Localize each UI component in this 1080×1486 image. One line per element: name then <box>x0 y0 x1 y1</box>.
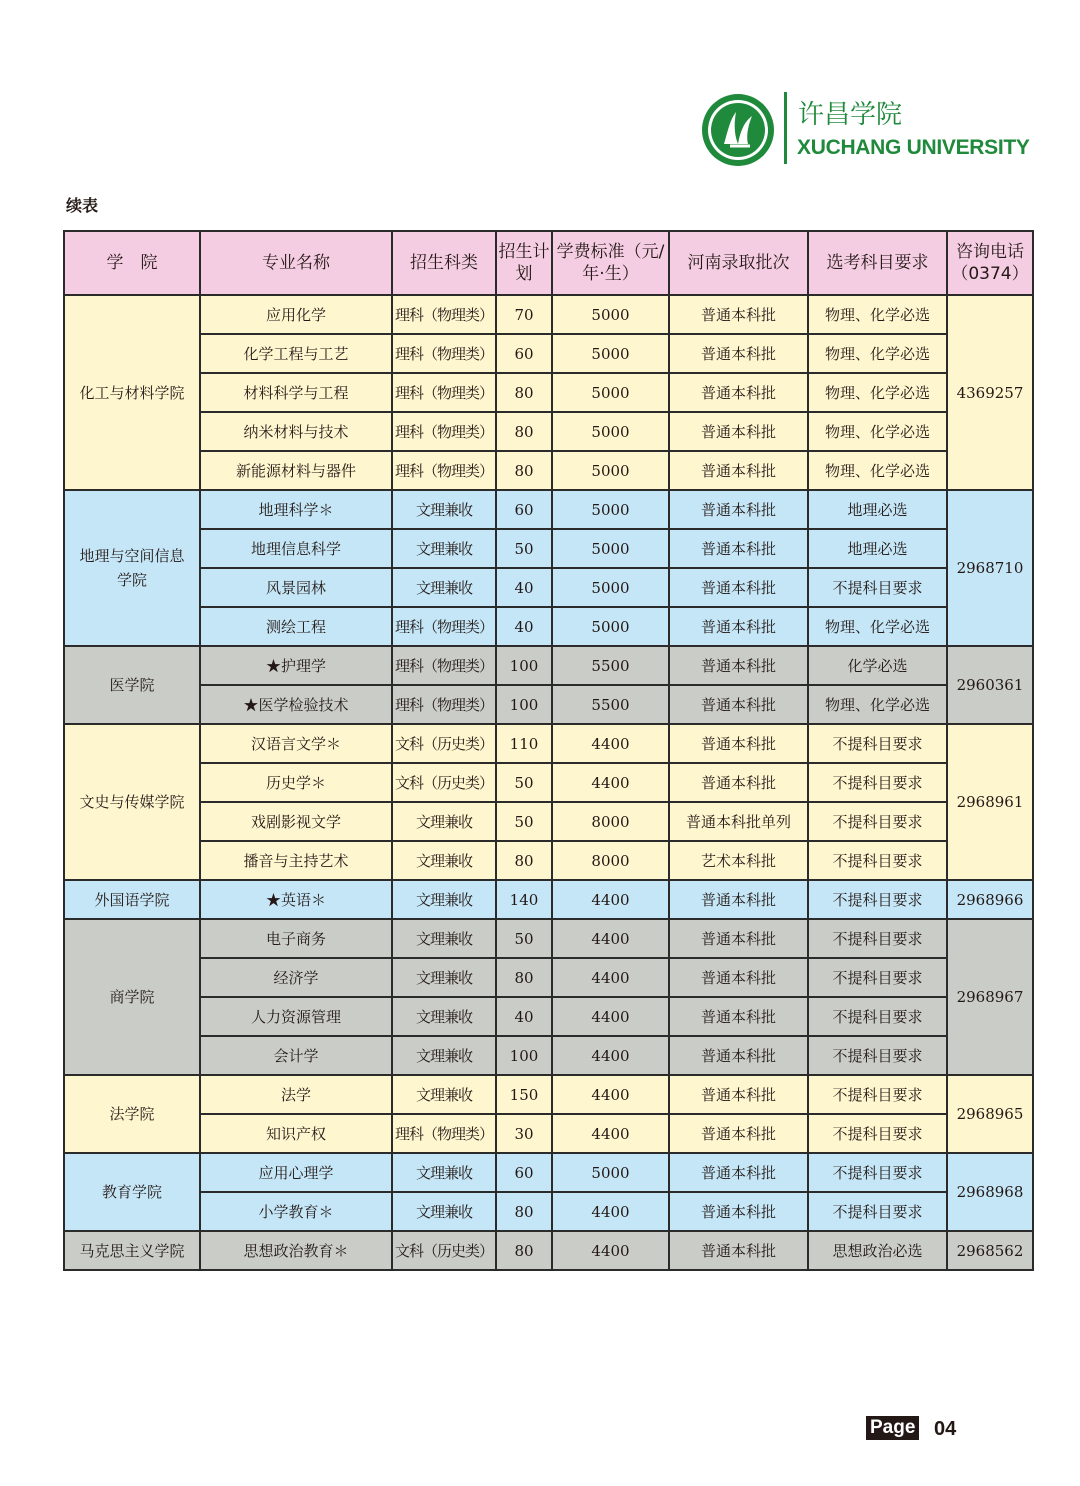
subjects-cell: 物理、化学必选 <box>808 607 947 646</box>
major-cell: 电子商务 <box>200 919 392 958</box>
university-name-cn: 许昌学院 <box>798 100 903 130</box>
plan-cell: 50 <box>496 802 552 841</box>
batch-cell: 普通本科批 <box>669 724 808 763</box>
fee-cell: 4400 <box>552 997 669 1036</box>
subjects-cell: 不提科目要求 <box>808 880 947 919</box>
category-cell: 理科（物理类） <box>392 646 496 685</box>
fee-cell: 8000 <box>552 841 669 880</box>
fee-cell: 4400 <box>552 763 669 802</box>
college-cell: 医学院 <box>64 646 200 724</box>
fee-cell: 5000 <box>552 529 669 568</box>
major-cell: 小学教育＊ <box>200 1192 392 1231</box>
fee-cell: 4400 <box>552 1114 669 1153</box>
fee-cell: 5000 <box>552 295 669 334</box>
category-cell: 理科（物理类） <box>392 1114 496 1153</box>
phone-cell: 2960361 <box>947 646 1033 724</box>
subjects-cell: 不提科目要求 <box>808 841 947 880</box>
batch-cell: 普通本科批 <box>669 490 808 529</box>
plan-cell: 40 <box>496 568 552 607</box>
fee-cell: 8000 <box>552 802 669 841</box>
page-label: Page <box>866 1416 919 1440</box>
plan-cell: 80 <box>496 373 552 412</box>
header-major: 专业名称 <box>200 231 392 295</box>
plan-cell: 80 <box>496 841 552 880</box>
fee-cell: 5000 <box>552 568 669 607</box>
table-row <box>64 997 1033 1036</box>
table-row <box>64 724 1033 763</box>
category-cell: 理科（物理类） <box>392 412 496 451</box>
major-cell: 人力资源管理 <box>200 997 392 1036</box>
subjects-cell: 物理、化学必选 <box>808 412 947 451</box>
fee-cell: 5000 <box>552 373 669 412</box>
header-subjects: 选考科目要求 <box>808 231 947 295</box>
subjects-cell: 不提科目要求 <box>808 1075 947 1114</box>
subjects-cell: 化学必选 <box>808 646 947 685</box>
university-name-en: XUCHANG UNIVERSITY <box>797 136 1030 159</box>
phone-cell: 2968965 <box>947 1075 1033 1153</box>
category-cell: 文理兼收 <box>392 1075 496 1114</box>
major-cell: 法学 <box>200 1075 392 1114</box>
batch-cell: 普通本科批 <box>669 568 808 607</box>
major-cell: 测绘工程 <box>200 607 392 646</box>
plan-cell: 110 <box>496 724 552 763</box>
table-row <box>64 295 1033 334</box>
batch-cell: 普通本科批 <box>669 451 808 490</box>
batch-cell: 普通本科批 <box>669 1114 808 1153</box>
table-row <box>64 763 1033 802</box>
category-cell: 文理兼收 <box>392 841 496 880</box>
table-header-row <box>64 231 1033 295</box>
batch-cell: 普通本科批 <box>669 997 808 1036</box>
category-cell: 文理兼收 <box>392 490 496 529</box>
batch-cell: 普通本科批 <box>669 685 808 724</box>
category-cell: 文科（历史类） <box>392 763 496 802</box>
category-cell: 理科（物理类） <box>392 334 496 373</box>
table-row <box>64 1153 1033 1192</box>
batch-cell: 普通本科批 <box>669 529 808 568</box>
subjects-cell: 地理必选 <box>808 529 947 568</box>
subjects-cell: 物理、化学必选 <box>808 373 947 412</box>
header-plan: 招生计划 <box>496 231 552 295</box>
fee-cell: 4400 <box>552 1192 669 1231</box>
admission-table <box>63 230 1034 1271</box>
fee-cell: 4400 <box>552 1036 669 1075</box>
batch-cell: 普通本科批 <box>669 334 808 373</box>
table-row <box>64 412 1033 451</box>
subjects-cell: 不提科目要求 <box>808 1153 947 1192</box>
fee-cell: 4400 <box>552 919 669 958</box>
subjects-cell: 物理、化学必选 <box>808 451 947 490</box>
major-cell: 播音与主持艺术 <box>200 841 392 880</box>
batch-cell: 普通本科批 <box>669 958 808 997</box>
college-cell: 外国语学院 <box>64 880 200 919</box>
table-row <box>64 685 1033 724</box>
table-row <box>64 568 1033 607</box>
table-row <box>64 802 1033 841</box>
subjects-cell: 不提科目要求 <box>808 1036 947 1075</box>
fee-cell: 5500 <box>552 685 669 724</box>
plan-cell: 100 <box>496 685 552 724</box>
table-row <box>64 529 1033 568</box>
college-cell: 地理与空间信息学院 <box>64 490 200 646</box>
category-cell: 理科（物理类） <box>392 607 496 646</box>
page-number: 04 <box>934 1418 957 1440</box>
plan-cell: 40 <box>496 607 552 646</box>
batch-cell: 普通本科批 <box>669 373 808 412</box>
category-cell: 文理兼收 <box>392 1036 496 1075</box>
category-cell: 理科（物理类） <box>392 295 496 334</box>
phone-cell: 2968961 <box>947 724 1033 880</box>
category-cell: 理科（物理类） <box>392 373 496 412</box>
major-cell: 知识产权 <box>200 1114 392 1153</box>
fee-cell: 5500 <box>552 646 669 685</box>
phone-cell: 2968968 <box>947 1153 1033 1231</box>
fee-cell: 4400 <box>552 724 669 763</box>
subjects-cell: 不提科目要求 <box>808 802 947 841</box>
batch-cell: 普通本科批单列 <box>669 802 808 841</box>
table-row <box>64 607 1033 646</box>
batch-cell: 普通本科批 <box>669 919 808 958</box>
batch-cell: 普通本科批 <box>669 295 808 334</box>
header-divider <box>784 92 787 164</box>
batch-cell: 普通本科批 <box>669 412 808 451</box>
fee-cell: 5000 <box>552 607 669 646</box>
plan-cell: 80 <box>496 451 552 490</box>
major-cell: 汉语言文学＊ <box>200 724 392 763</box>
table-row <box>64 841 1033 880</box>
major-cell: 戏剧影视文学 <box>200 802 392 841</box>
subjects-cell: 不提科目要求 <box>808 568 947 607</box>
fee-cell: 4400 <box>552 880 669 919</box>
college-cell: 化工与材料学院 <box>64 295 200 490</box>
header-fee: 学费标准（元/年·生） <box>552 231 669 295</box>
batch-cell: 普通本科批 <box>669 880 808 919</box>
plan-cell: 80 <box>496 412 552 451</box>
subjects-cell: 物理、化学必选 <box>808 685 947 724</box>
phone-cell: 4369257 <box>947 295 1033 490</box>
plan-cell: 60 <box>496 334 552 373</box>
plan-cell: 80 <box>496 1192 552 1231</box>
plan-cell: 80 <box>496 958 552 997</box>
table-row <box>64 490 1033 529</box>
major-cell: 风景园林 <box>200 568 392 607</box>
table-row <box>64 958 1033 997</box>
table-row <box>64 646 1033 685</box>
subjects-cell: 不提科目要求 <box>808 724 947 763</box>
category-cell: 文理兼收 <box>392 958 496 997</box>
subjects-cell: 不提科目要求 <box>808 763 947 802</box>
college-cell: 法学院 <box>64 1075 200 1153</box>
batch-cell: 普通本科批 <box>669 646 808 685</box>
major-cell: 应用心理学 <box>200 1153 392 1192</box>
major-cell: 化学工程与工艺 <box>200 334 392 373</box>
major-cell: 地理信息科学 <box>200 529 392 568</box>
plan-cell: 50 <box>496 763 552 802</box>
header-phone: 咨询电话（0374） <box>947 231 1033 295</box>
table-row <box>64 880 1033 919</box>
table-row <box>64 1075 1033 1114</box>
table-row <box>64 1036 1033 1075</box>
table-row <box>64 1231 1033 1270</box>
batch-cell: 普通本科批 <box>669 1153 808 1192</box>
table-row <box>64 919 1033 958</box>
major-cell: 会计学 <box>200 1036 392 1075</box>
plan-cell: 30 <box>496 1114 552 1153</box>
major-cell: ★医学检验技术 <box>200 685 392 724</box>
university-logo-icon <box>700 92 776 168</box>
category-cell: 文理兼收 <box>392 1192 496 1231</box>
major-cell: ★护理学 <box>200 646 392 685</box>
major-cell: 纳米材料与技术 <box>200 412 392 451</box>
phone-cell: 2968966 <box>947 880 1033 919</box>
major-cell: 地理科学＊ <box>200 490 392 529</box>
plan-cell: 40 <box>496 997 552 1036</box>
category-cell: 文理兼收 <box>392 880 496 919</box>
plan-cell: 150 <box>496 1075 552 1114</box>
fee-cell: 4400 <box>552 958 669 997</box>
batch-cell: 普通本科批 <box>669 1192 808 1231</box>
university-header <box>700 92 1040 172</box>
major-cell: ★英语＊ <box>200 880 392 919</box>
fee-cell: 4400 <box>552 1075 669 1114</box>
category-cell: 理科（物理类） <box>392 685 496 724</box>
category-cell: 文理兼收 <box>392 919 496 958</box>
continued-table-label: 续表 <box>66 196 99 215</box>
table-row <box>64 451 1033 490</box>
category-cell: 文科（历史类） <box>392 724 496 763</box>
plan-cell: 50 <box>496 529 552 568</box>
fee-cell: 5000 <box>552 334 669 373</box>
batch-cell: 普通本科批 <box>669 1231 808 1270</box>
table-body <box>64 295 1033 1270</box>
plan-cell: 60 <box>496 1153 552 1192</box>
subjects-cell: 思想政治必选 <box>808 1231 947 1270</box>
subjects-cell: 物理、化学必选 <box>808 334 947 373</box>
phone-cell: 2968967 <box>947 919 1033 1075</box>
major-cell: 经济学 <box>200 958 392 997</box>
college-cell: 教育学院 <box>64 1153 200 1231</box>
table-row <box>64 1114 1033 1153</box>
plan-cell: 60 <box>496 490 552 529</box>
major-cell: 历史学＊ <box>200 763 392 802</box>
table-row <box>64 1192 1033 1231</box>
category-cell: 文理兼收 <box>392 997 496 1036</box>
fee-cell: 5000 <box>552 1153 669 1192</box>
batch-cell: 普通本科批 <box>669 763 808 802</box>
fee-cell: 5000 <box>552 412 669 451</box>
category-cell: 文理兼收 <box>392 529 496 568</box>
fee-cell: 4400 <box>552 1231 669 1270</box>
plan-cell: 50 <box>496 919 552 958</box>
college-cell: 商学院 <box>64 919 200 1075</box>
category-cell: 文理兼收 <box>392 802 496 841</box>
phone-cell: 2968562 <box>947 1231 1033 1270</box>
header-category: 招生科类 <box>392 231 496 295</box>
category-cell: 文理兼收 <box>392 1153 496 1192</box>
batch-cell: 普通本科批 <box>669 607 808 646</box>
subjects-cell: 不提科目要求 <box>808 958 947 997</box>
subjects-cell: 不提科目要求 <box>808 1114 947 1153</box>
category-cell: 理科（物理类） <box>392 451 496 490</box>
category-cell: 文科（历史类） <box>392 1231 496 1270</box>
category-cell: 文理兼收 <box>392 568 496 607</box>
major-cell: 新能源材料与器件 <box>200 451 392 490</box>
table-row <box>64 334 1033 373</box>
phone-cell: 2968710 <box>947 490 1033 646</box>
subjects-cell: 不提科目要求 <box>808 919 947 958</box>
plan-cell: 70 <box>496 295 552 334</box>
college-cell: 文史与传媒学院 <box>64 724 200 880</box>
table-row <box>64 373 1033 412</box>
header-college: 学 院 <box>64 231 200 295</box>
plan-cell: 80 <box>496 1231 552 1270</box>
batch-cell: 艺术本科批 <box>669 841 808 880</box>
plan-cell: 100 <box>496 1036 552 1075</box>
major-cell: 材料科学与工程 <box>200 373 392 412</box>
subjects-cell: 不提科目要求 <box>808 997 947 1036</box>
fee-cell: 5000 <box>552 451 669 490</box>
subjects-cell: 不提科目要求 <box>808 1192 947 1231</box>
subjects-cell: 物理、化学必选 <box>808 295 947 334</box>
major-cell: 应用化学 <box>200 295 392 334</box>
fee-cell: 5000 <box>552 490 669 529</box>
plan-cell: 140 <box>496 880 552 919</box>
batch-cell: 普通本科批 <box>669 1036 808 1075</box>
subjects-cell: 地理必选 <box>808 490 947 529</box>
plan-cell: 100 <box>496 646 552 685</box>
header-batch: 河南录取批次 <box>669 231 808 295</box>
college-cell: 马克思主义学院 <box>64 1231 200 1270</box>
batch-cell: 普通本科批 <box>669 1075 808 1114</box>
major-cell: 思想政治教育＊ <box>200 1231 392 1270</box>
